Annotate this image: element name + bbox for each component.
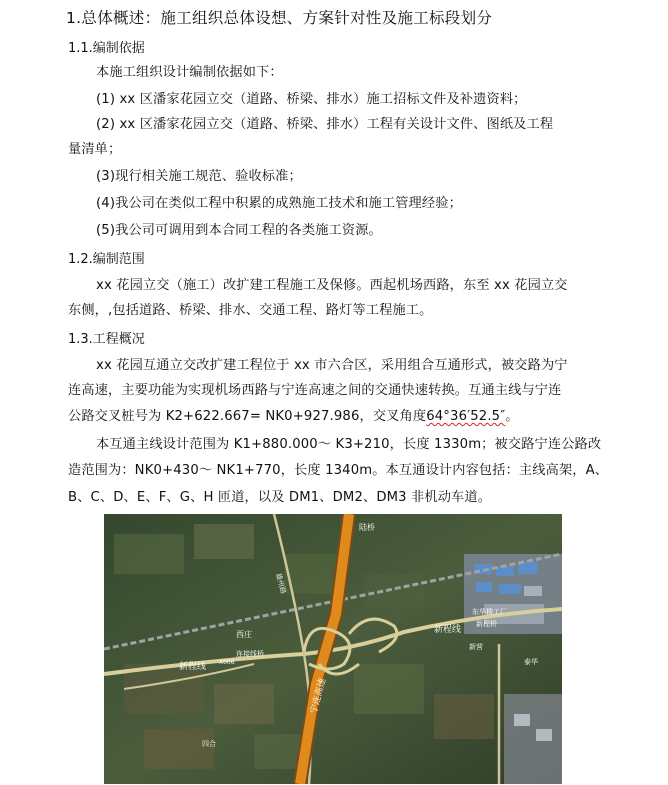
overview-p1-line1: xx 花园互通立交改扩建工程位于 xx 市六合区，采用组合互通形式，被交路为宁 [96, 358, 568, 373]
basis-item-1: (1) xx 区潘家花园立交（道路、桥梁、排水）施工招标文件及补遗资料； [96, 92, 527, 107]
section-title-scope: 1.2.编制范围 [68, 252, 145, 267]
overview-p2-line1: 本互通主线设计范围为 K1+880.000～ K3+210，长度 1330m；被交路宁连公路改 [96, 437, 602, 452]
overview-p2-line2: 造范围为：NK0+430～ NK1+770，长度 1340m。本互通设计内容包括：主线高架，A、 [68, 463, 609, 478]
map-label-road-v: 雄州路 [274, 572, 288, 595]
overview-p2-line3: B、C、D、E、F、G、H 匝道，以及 DM1、DM2、DM3 非机动车道。 [68, 490, 492, 505]
scope-line-1: xx 花园立交（施工）改扩建工程施工及保修。西起机场西路，东至 xx 花园立交 [96, 278, 568, 293]
satellite-map-image [104, 514, 562, 784]
map-label-top: 陆桥 [359, 523, 375, 532]
section-title-overview: 1.3.工程概况 [68, 332, 145, 347]
scope-line-2: 东侧，,包括道路、桥梁、排水、交通工程、路灯等工程施工。 [68, 303, 433, 318]
map-label-right1: 新程桥 [476, 620, 497, 628]
map-label-new-line-left: 新程线 [179, 662, 207, 672]
basis-item-3: (3)现行相关施工规范、验收标准； [96, 169, 302, 184]
overview-p1-line3 [68, 405, 519, 424]
map-label-ninglian: 宁连高速 [309, 677, 329, 715]
basis-item-4: (4)我公司在类似工程中积累的成熟施工技术和施工管理经验； [96, 196, 462, 211]
overview-angle-value: 64°36′52.5″ [426, 409, 506, 424]
basis-item-5: (5)我公司可调用到本合同工程的各类施工资源。 [96, 223, 382, 238]
map-label-new-line-right: 新程线 [434, 625, 462, 635]
overview-p1-line3-end: 。 [505, 409, 519, 424]
section-title-basis: 1.1.编制依据 [68, 41, 145, 56]
overview-p1-line3-text: 公路交叉桩号为 K2+622.667= NK0+927.986，交叉角度 [68, 409, 427, 424]
map-label-right2: 东华精工厂 [472, 608, 507, 616]
map-label-right3: 新营 [469, 643, 483, 651]
satellite-map-svg [104, 514, 562, 784]
basis-item-2-line2: 量清单； [68, 142, 122, 157]
map-label-xiwang: 西庄 [236, 630, 252, 639]
main-heading: 1.总体概述：施工组织总体设想、方案针对性及施工标段划分 [66, 9, 493, 27]
map-label-bottom: 四合 [202, 740, 216, 748]
map-label-lianxu: 连接线桥 [236, 650, 264, 658]
map-label-x006: X006 [219, 659, 235, 666]
overview-p1-line2: 连高速，主要功能为实现机场西路与宁连高速之间的交通快速转换。互通主线与宁连 [68, 383, 562, 398]
basis-item-2-line1: (2) xx 区潘家花园立交（道路、桥梁、排水）工程有关设计文件、图纸及工程 [96, 117, 554, 132]
basis-intro: 本施工组织设计编制依据如下： [96, 65, 283, 80]
map-label-right4: 泰华 [524, 658, 538, 666]
